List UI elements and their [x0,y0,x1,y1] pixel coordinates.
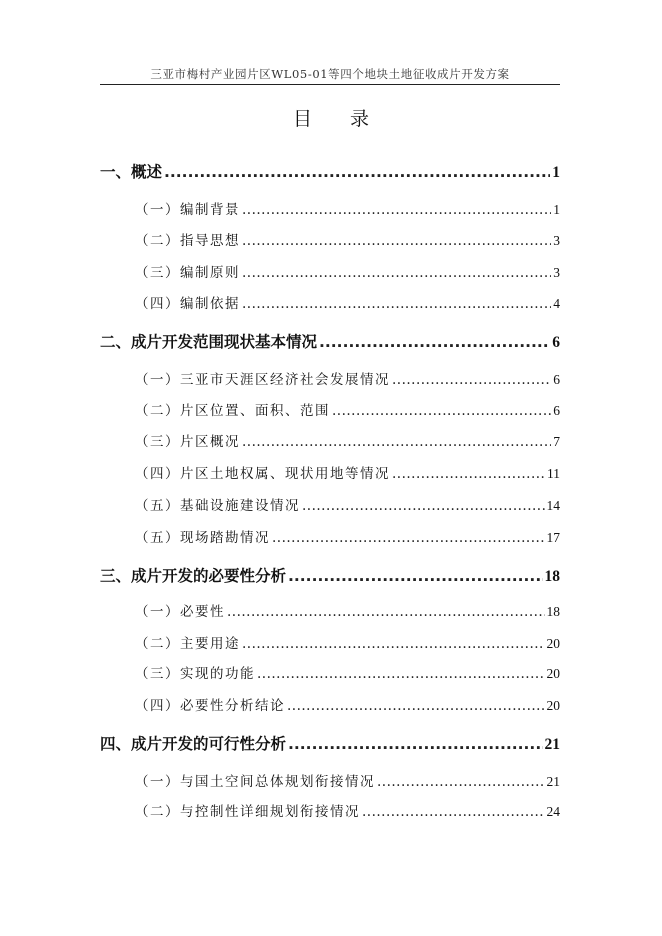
toc-entry-page: 20 [546,636,560,651]
dot-leader [392,372,551,388]
toc-section-entry[interactable] [135,229,560,249]
dot-leader [377,774,545,790]
dot-leader [288,567,542,585]
toc-entry-label: （四）必要性分析结论 [135,698,285,714]
toc-entry-label: （三）编制原则 [135,265,240,281]
toc-section-entry[interactable] [135,430,560,450]
toc-section-entry[interactable] [135,800,560,820]
dot-leader [362,804,545,820]
dot-leader [164,163,550,181]
toc-entry-label: （二）片区位置、面积、范围 [135,403,330,419]
toc-section-entry[interactable] [135,694,560,714]
toc-chapter-entry[interactable] [100,732,560,754]
toc-entry-page: 3 [553,265,560,280]
toc-section-entry[interactable] [135,399,560,419]
dot-leader [227,604,545,620]
toc-entry-label: 二、成片开发范围现状基本情况 [100,333,318,351]
toc-entry-page: 1 [553,202,560,217]
toc-entry-label: （二）与控制性详细规划衔接情况 [135,804,360,820]
toc-entry-label: （四）片区土地权属、现状用地等情况 [135,466,390,482]
toc-entry-page: 21 [544,736,560,753]
toc-section-entry[interactable] [135,632,560,652]
toc-entry-label: （四）编制依据 [135,296,240,312]
toc-section-entry[interactable] [135,662,560,682]
toc-entry-label: （二）主要用途 [135,636,240,652]
dot-leader [302,498,545,514]
toc-section-entry[interactable] [135,462,560,482]
toc-section-entry[interactable] [135,600,560,620]
toc-section-entry[interactable] [135,494,560,514]
toc-entry-label: 四、成片开发的可行性分析 [100,735,287,753]
toc-entry-page: 6 [553,403,560,418]
dot-leader [242,233,551,249]
header-rule [100,84,560,85]
toc-entry-page: 14 [546,498,560,513]
toc-entry-label: （二）指导思想 [135,233,240,249]
toc-section-entry[interactable] [135,198,560,218]
dot-leader [319,333,550,351]
toc-entry-page: 6 [553,372,560,387]
toc-entry-page: 20 [546,666,560,681]
dot-leader [257,666,545,682]
toc-entry-page: 24 [546,804,560,819]
toc-entry-page: 4 [553,296,560,311]
toc-section-entry[interactable] [135,368,560,388]
toc-entry-label: （三）片区概况 [135,434,240,450]
toc-entry-label: 一、概述 [100,163,163,181]
dot-leader [272,530,545,546]
toc-chapter-entry[interactable] [100,330,560,352]
toc-entry-page: 20 [546,698,560,713]
toc-section-entry[interactable] [135,261,560,281]
toc-entry-page: 17 [546,530,560,545]
toc-entry-label: （三）实现的功能 [135,666,255,682]
toc-entry-label: 三、成片开发的必要性分析 [100,567,287,585]
dot-leader [242,636,545,652]
dot-leader [242,296,551,312]
toc-entry-label: （一）三亚市天涯区经济社会发展情况 [135,372,390,388]
running-header: 三亚市梅村产业园片区WL05-01等四个地块土地征收成片开发方案 [150,67,510,81]
toc-entry-page: 6 [552,334,560,351]
toc-entry-page: 7 [553,434,560,449]
toc-entry-label: （一）必要性 [135,604,225,620]
toc-entry-label: （一）编制背景 [135,202,240,218]
toc-entry-page: 18 [546,604,560,619]
toc-entry-page: 3 [553,233,560,248]
dot-leader [242,202,551,218]
toc-entry-label: （一）与国土空间总体规划衔接情况 [135,774,375,790]
dot-leader [242,434,551,450]
toc-entry-page: 1 [552,164,560,181]
toc-entry-label: （五）基础设施建设情况 [135,498,300,514]
toc-section-entry[interactable] [135,292,560,312]
dot-leader [332,403,551,419]
toc-entry-page: 21 [546,774,560,789]
toc-chapter-entry[interactable] [100,564,560,586]
dot-leader [392,466,545,482]
toc-entry-page: 11 [547,466,560,481]
toc-entry-label: （五）现场踏勘情况 [135,530,270,546]
dot-leader [242,265,551,281]
toc-title: 目 录 [292,108,386,130]
toc-chapter-entry[interactable] [100,160,560,182]
toc-section-entry[interactable] [135,526,560,546]
dot-leader [288,735,542,753]
toc-section-entry[interactable] [135,770,560,790]
toc-entry-page: 18 [544,568,560,585]
dot-leader [287,698,545,714]
